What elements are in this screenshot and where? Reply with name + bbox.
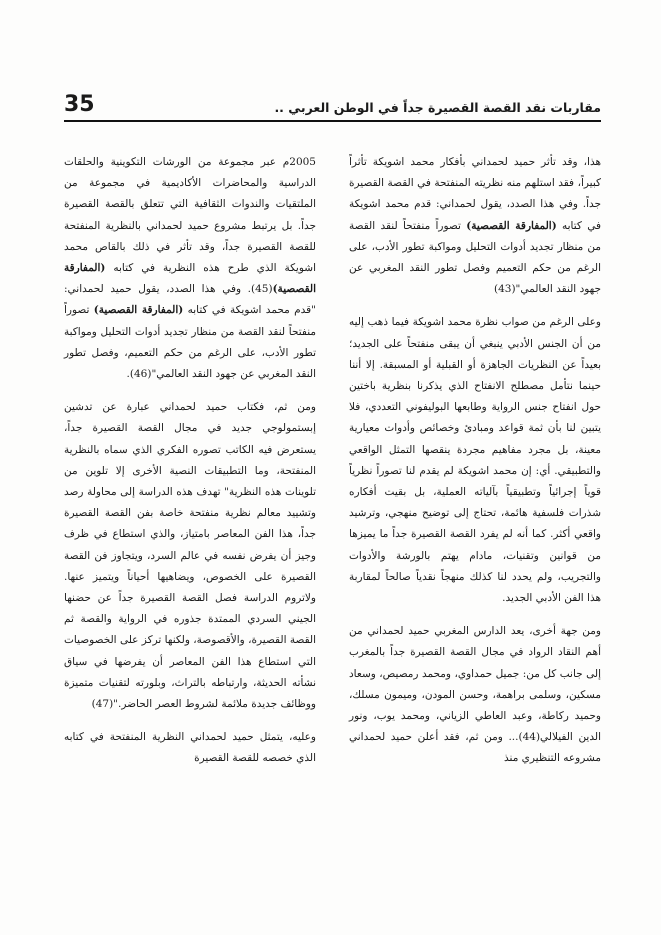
book-title: (المفارقة القصصية) [466,219,557,232]
left-column [64,152,316,770]
book-title: (المفارقة القصصية) [93,304,184,317]
book-title: (المفارقة القصصية) [64,262,316,296]
paragraph: وعليه، يتمثل حميد لحمداني النظرية المنفتحة في كتابه الذي خصصه للقصة القصيرة [64,731,316,765]
page-header [64,82,601,116]
paragraph: هذا، وقد تأثر حميد لحمداني بأفكار محمد اشويكة تأثراً كبيراً، فقد استلهم منه نظريته المنفتحة في القصة القصيرة جداً. وفي هذا الصدد، يقول لحمداني: قدم محمد اشويكة في كتابه (المفارقة القصصية) تصوراً منفتحاً لنقد القصة من منظار تجديد أدوات التحليل ومواكبة تطور الأدب، على الرغم من حكم التعميم وفصل تطور النقد المغربي عن جهود النقد العالمي"(43) [349,156,601,296]
paragraph: 2005م عبر مجموعة من الورشات التكوينية والحلقات الدراسية والمحاضرات الأكاديمية في مجموعة من الملتقيات والندوات الثقافية التي تتعلق بالقصة القصيرة جداً. بل يرتبط مشروع حميد لحمداني بالنظرية المنفتحة للقصة القصيرة جداً، وقد تأثر في ذلك بالقاص محمد اشويكة الذي طرح هذه النظرية في كتابه (المفارقة القصصية)(45). وفي هذا الصدد، يقول حميد لحمداني: "قدم محمد اشويكة في كتابه (المفارقة القصصية) تصوراً منفتحاً لنقد القصة من منظار تجديد أدوات التحليل ومواكبة تطور الأدب، على الرغم من حكم التعميم، وفصل تطور النقد المغربي عن جهود النقد العالمي"(46). [64,156,316,381]
page-number: 35 [64,92,95,117]
right-column [349,152,601,770]
header-rule [64,120,601,122]
paragraph: ومن ثم، فكتاب حميد لحمداني عبارة عن تدشين إبستمولوجي جديد في مجال القصة القصيرة جداً، يستعرض فيه الكاتب تصوره الفكري الذي سماه بالنظرية المنفتحة، وما التطبيقات النصية الأخرى إلا تلوين من تلوينات هذه النظرية" تهدف هذه الدراسة إلى محاولة رصد وتشييد معالم نظرية منفتحة خاصة بفن القصة القصيرة جداً، هذا الفن المعاصر بامتياز، والذي استطاع في ظرف وجيز أن يفرض نفسه في عالم السرد، ويتجاوز فن القصة القصيرة على الخصوص، ويضاهيها أحياناً ويتميز عنها. ولاتروم الدراسة فصل القصة القصيرة جداً عن حضنها الجيني السردي الممتدة جذوره في الرواية والقصة ثم القصة القصيرة، والأقصوصة، ولكنها تركز على الخصوصيات التي استطاع هذا الفن المعاصر أن يفرضها في سياق نشأته الحديثة، وارتباطه بالتراث، وبلورته لتقنيات متميزة ووظائف جديدة ملائمة لشروط العصر الحاضر."(47) [64,401,316,711]
paragraph: وعلى الرغم من صواب نظرة محمد اشويكة فيما ذهب إليه من أن الجنس الأدبي ينبغي أن يبقى منفتحاً على الجديد؛ بعيداً عن النظريات الجاهزة أو القبلية أو المسبقة. إلا أننا حينما نتأمل مصطلح الانفتاح الذي يذكرنا بنظرية باختين حول انفتاح جنس الرواية وطابعها البوليفوني التعددي، فلا يتبين لنا بأن ثمة قواعد ومبادئ وخصائص وأدوات معيارية معينة، بل مجرد مفاهيم مجردة ينقصها التمثل الواقعي والتطبيقي. أي: إن محمد اشويكة لم يقدم لنا تصوراً نظرياً قوياً إجرائياً وتطبيقياً بآلياته العملية، بل بقيت أفكاره شذرات فلسفية هائمة، تحتاج إلى توضيح منهجي، وترشيد واقعي أكثر. كما أنه لم يفرد القصة القصيرة جداً ما يميزها من قوانين وتقنيات، مادام يهتم بالورشة والأدوات والتجريب، ولم يحدد لنا كذلك منهجاً نقدياً صالحاً لمقاربة هذا الفن الأدبي الجديد. [349,316,601,605]
paragraph: ومن جهة أخرى، يعد الدارس المغربي حميد لحمداني من أهم النقاد الرواد في مجال القصة القصيرة جداً بالمغرب إلى جانب كل من: جميل حمداوي، ومحمد رمصيص، وسعاد مسكين، وسلمى براهمة، وحسن المودن، وميمون مسلك، وحميد ركاطة، وعبد العاطي الزياني، ومحمد يوب، ونور الدين الفيلالي(44)... ومن ثم، فقد أعلن حميد لحمداني مشروعه التنظيري منذ [349,625,601,765]
running-title: مقاربات نقد القصة القصيرة جداً في الوطن العربي .. [274,99,601,115]
